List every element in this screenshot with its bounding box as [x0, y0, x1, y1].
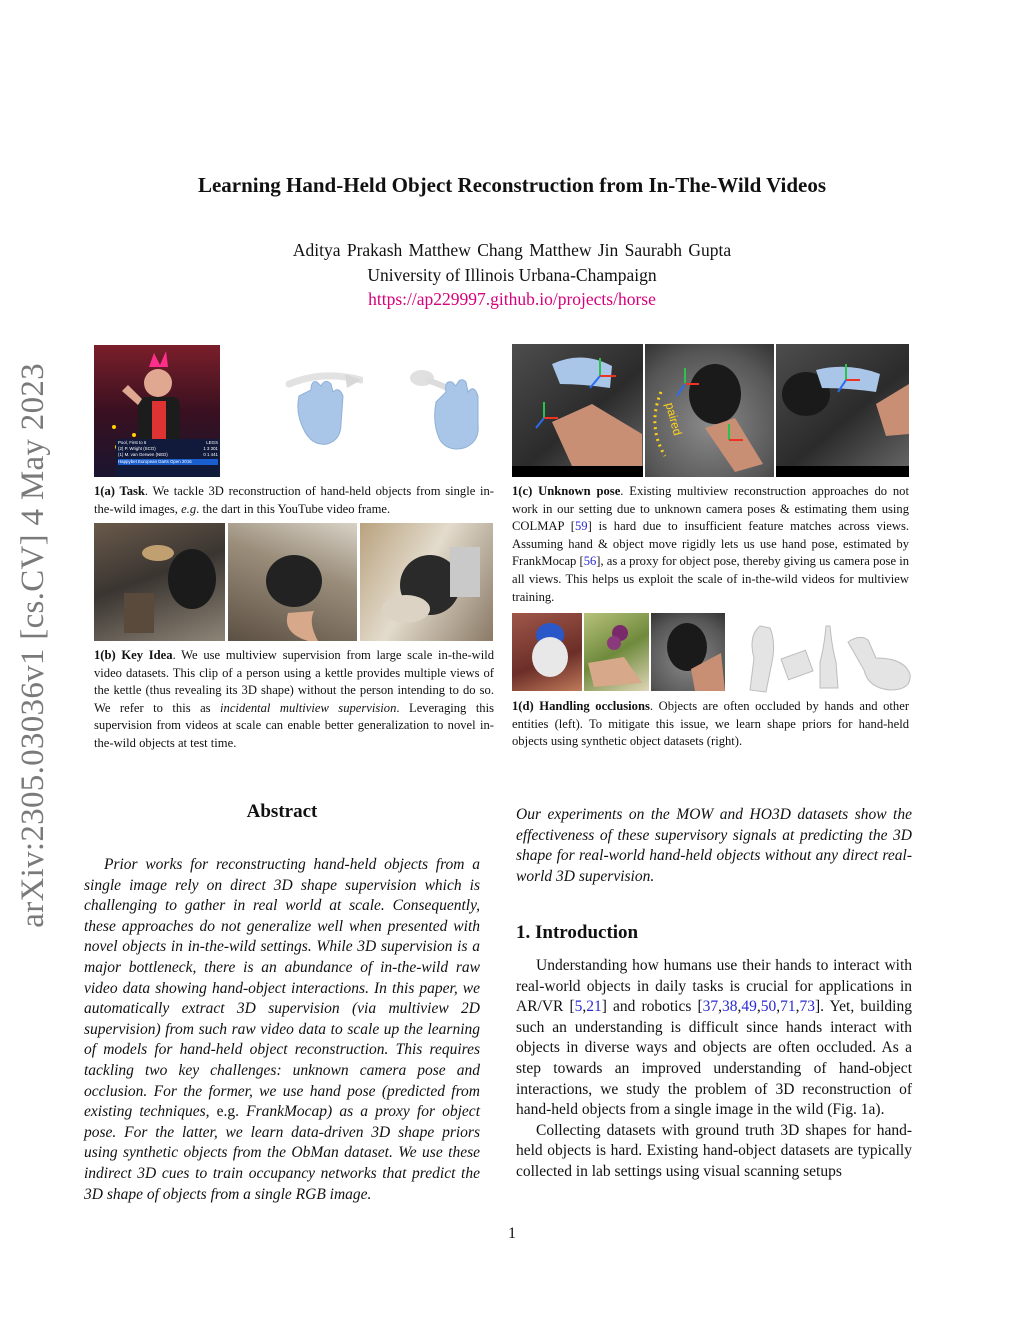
fig1d-occlusion-photo-2	[584, 613, 649, 691]
fig1d-caption	[512, 698, 909, 751]
fig1c-caption	[512, 483, 909, 606]
fig1c-text-1: . Existing multiview reconstruction approaches do not work in our setting due to unknown camera poses & estimating them using COLMAP [	[512, 484, 909, 534]
fig1c-label: 1(c) Unknown pose	[512, 484, 621, 498]
affiliation: University of Illinois Urbana-Champaign	[367, 265, 657, 285]
abstract-p1b: FrankMocap) as a proxy for object pose. For the latter, we learn data-driven 3D shape priors using synthetic objects from the ObMan dataset. We use these indirect 3D cues to train occupancy networks that predict the 3D shape of objects from a single RGB image.	[84, 1103, 480, 1203]
scoreboard-player1: (2) P. Wright (SCO)	[118, 446, 156, 452]
axes-overlay-3	[776, 344, 909, 477]
scoreboard-legs: LEGS	[206, 440, 218, 445]
kettle-scene-1	[94, 523, 225, 641]
fig1a-text-2: . the dart in this YouTube video frame.	[196, 501, 391, 516]
hand-dart-render-2	[404, 362, 494, 454]
fig1d-text-1: . Objects are often occluded by hands and other entities (left). To mitigate this issue, we learn shape priors for hand-held objects using synthetic object datasets (right).	[512, 699, 910, 749]
intro-paragraph-1: Understanding how humans use their hands to interact with real-world objects in daily tasks is crucial for applications in AR/VR [5,21] and robotics [37,38,49,50,71,73]. Yet, building such an understanding is difficult since hands interact with objects in diverse ways and objects are often occluded. As a step towards an improved understanding of hand-object interactions, we study the problem of 3D reconstruction of hand-held objects from a single image in the wild (Fig. 1a).	[516, 957, 912, 1119]
fig1b-kettle-frame-2	[228, 523, 357, 641]
hand-dart-render-1	[283, 362, 363, 450]
scoreboard-player1-score: 1 3 301	[203, 446, 218, 452]
intro-heading: 1. Introduction	[516, 922, 639, 943]
abstract-p2: Our experiments on the MOW and HO3D datasets show the effectiveness of these supervisory signals at predicting the 3D shape for real-world hand-held objects without any direct real-world 3D supervision.	[516, 806, 912, 885]
kettle-in-hand	[651, 613, 725, 691]
page-number: 1	[508, 1225, 516, 1242]
scoreboard-player2: (1) M. van Gerwen (NED)	[118, 452, 168, 458]
intro-p1-a: Understanding how humans use their hands to interact with real-world objects in daily tasks is crucial for applications in AR/VR [	[516, 957, 912, 1016]
abstract-continued	[516, 805, 912, 887]
abstract-p1: Prior works for reconstructing hand-held objects from a single image rely on direct 3D shape supervision which is challenging to gather in real world at scale. Consequently, these approaches do not generalize well when presented with novel objects in in-the-wild settings. While 3D supervision is a major bottleneck, there is an abundance of in-the-wild raw video data showing hand-object interactions. In this paper, we automatically extract 3D supervision (via multiview 2D supervision) from such raw video data to scale up the learning of models for hand-held object reconstruction. This requires tackling two key challenges: unknown camera pose and occlusion. For the former, we use hand pose (predicted from existing techniques,	[84, 856, 480, 1121]
axes-overlay-1	[512, 344, 643, 477]
author-list: Aditya Prakash Matthew Chang Matthew Jin Saurabh Gupta	[292, 240, 732, 260]
arxiv-stamp	[10, 340, 56, 950]
fig1c-frame-2	[645, 344, 774, 477]
fig1a-eg: e.g	[181, 501, 197, 516]
abstract-eg: e.g.	[216, 1103, 239, 1121]
fig1b-kettle-frame-1	[94, 523, 225, 641]
fig1c-ref-56-link[interactable]: 56	[583, 554, 597, 569]
intro-body	[516, 956, 912, 1183]
ref-5-link[interactable]: 5	[574, 998, 583, 1016]
fig1b-caption	[94, 647, 494, 753]
ref-50-link[interactable]: 50	[760, 998, 777, 1016]
paper-title: Learning Hand-Held Object Reconstruction from In-The-Wild Videos	[197, 173, 827, 197]
ref-37-link[interactable]: 37	[702, 998, 719, 1016]
arxiv-stamp-text: arXiv:2305.03036v1 [cs.CV] 4 May 2023	[14, 362, 51, 928]
fig1b-emph: incidental multiview supervision	[220, 700, 397, 715]
fig1c-text-3: ], as a proxy for object pose, thereby giving us camera pose in all views. This helps us exploit the scale of in-the-wild videos for multiview training.	[512, 554, 909, 604]
fig1a-dart-photo	[94, 345, 220, 477]
scoreboard-player2-score: 0 1 441	[203, 452, 218, 458]
bottle-in-hand	[512, 613, 582, 691]
fig1c-text-2: ] is hard due to insufficient feature matches across views. Assuming hand & object move rigidly lets us use hand pose, estimated by FrankMocap [	[512, 519, 909, 569]
kettle-scene-2	[228, 523, 357, 641]
fig1b-text-2: . Leveraging this supervision from videos at scale can enable better generalization to novel in-the-wild objects at test time.	[94, 700, 495, 750]
grapes-in-hand	[584, 613, 649, 691]
fig1d-occlusion-photo-1	[512, 613, 582, 691]
fig1c-frame-3	[776, 344, 909, 477]
abstract-body	[84, 855, 480, 1205]
abstract-heading: Abstract	[246, 801, 318, 822]
ref-71-link[interactable]: 71	[780, 998, 796, 1016]
fig1b-kettle-frame-3	[360, 523, 493, 641]
fig1a-label: 1(a) Task	[94, 484, 145, 498]
synthetic-object-renders	[736, 618, 916, 696]
scoreboard	[116, 439, 220, 477]
fig1a-caption	[94, 483, 494, 518]
fig1b-label: 1(b) Key Idea	[94, 648, 173, 662]
kettle-scene-3	[360, 523, 493, 641]
paired-label: paired	[662, 401, 685, 437]
abstract-paragraph	[84, 855, 480, 1205]
ref-73-link[interactable]: 73	[799, 998, 815, 1016]
fig1c-ref-59-link[interactable]: 59	[575, 519, 588, 534]
intro-paragraph-2: Collecting datasets with ground truth 3D shapes for hand-held objects is hard. Existing hand-object datasets are typically collected in lab settings using visual scanning setups	[516, 1121, 912, 1180]
fig1a-text-1: . We tackle 3D reconstruction of hand-held objects from single in-the-wild images,	[94, 484, 494, 516]
fig1b-text-1: . We use multiview supervision from large scale in-the-wild video datasets. This clip of a person using a kettle provides multiple views of the kettle (thus revealing its 3D shape) without the person intending to do so. We refer to this as	[94, 648, 494, 715]
intro-p1-b: ] and robotics [	[601, 998, 703, 1016]
scoreboard-title: Pool, First to 6	[118, 440, 147, 445]
ref-21-link[interactable]: 21	[586, 998, 602, 1016]
fig1d-label: 1(d) Handling occlusions	[512, 699, 650, 713]
fig1c-frame-1	[512, 344, 643, 477]
project-url-link[interactable]: https://ap229997.github.io/projects/horse	[368, 289, 656, 309]
scoreboard-event: Happybet European Darts Open 2016	[118, 459, 218, 465]
ref-38-link[interactable]: 38	[722, 998, 738, 1016]
fig1d-occlusion-photo-3	[651, 613, 725, 691]
intro-p1-c: ]. Yet, building such an understanding is difficult since hands interact with objects in diverse ways and objects are often occluded. As a step towards an improved understanding of hand-object interactions, we study the problem of 3D reconstruction of hand-held objects from a single image in the wild (Fig. 1a).	[516, 998, 912, 1119]
ref-49-link[interactable]: 49	[741, 998, 757, 1016]
